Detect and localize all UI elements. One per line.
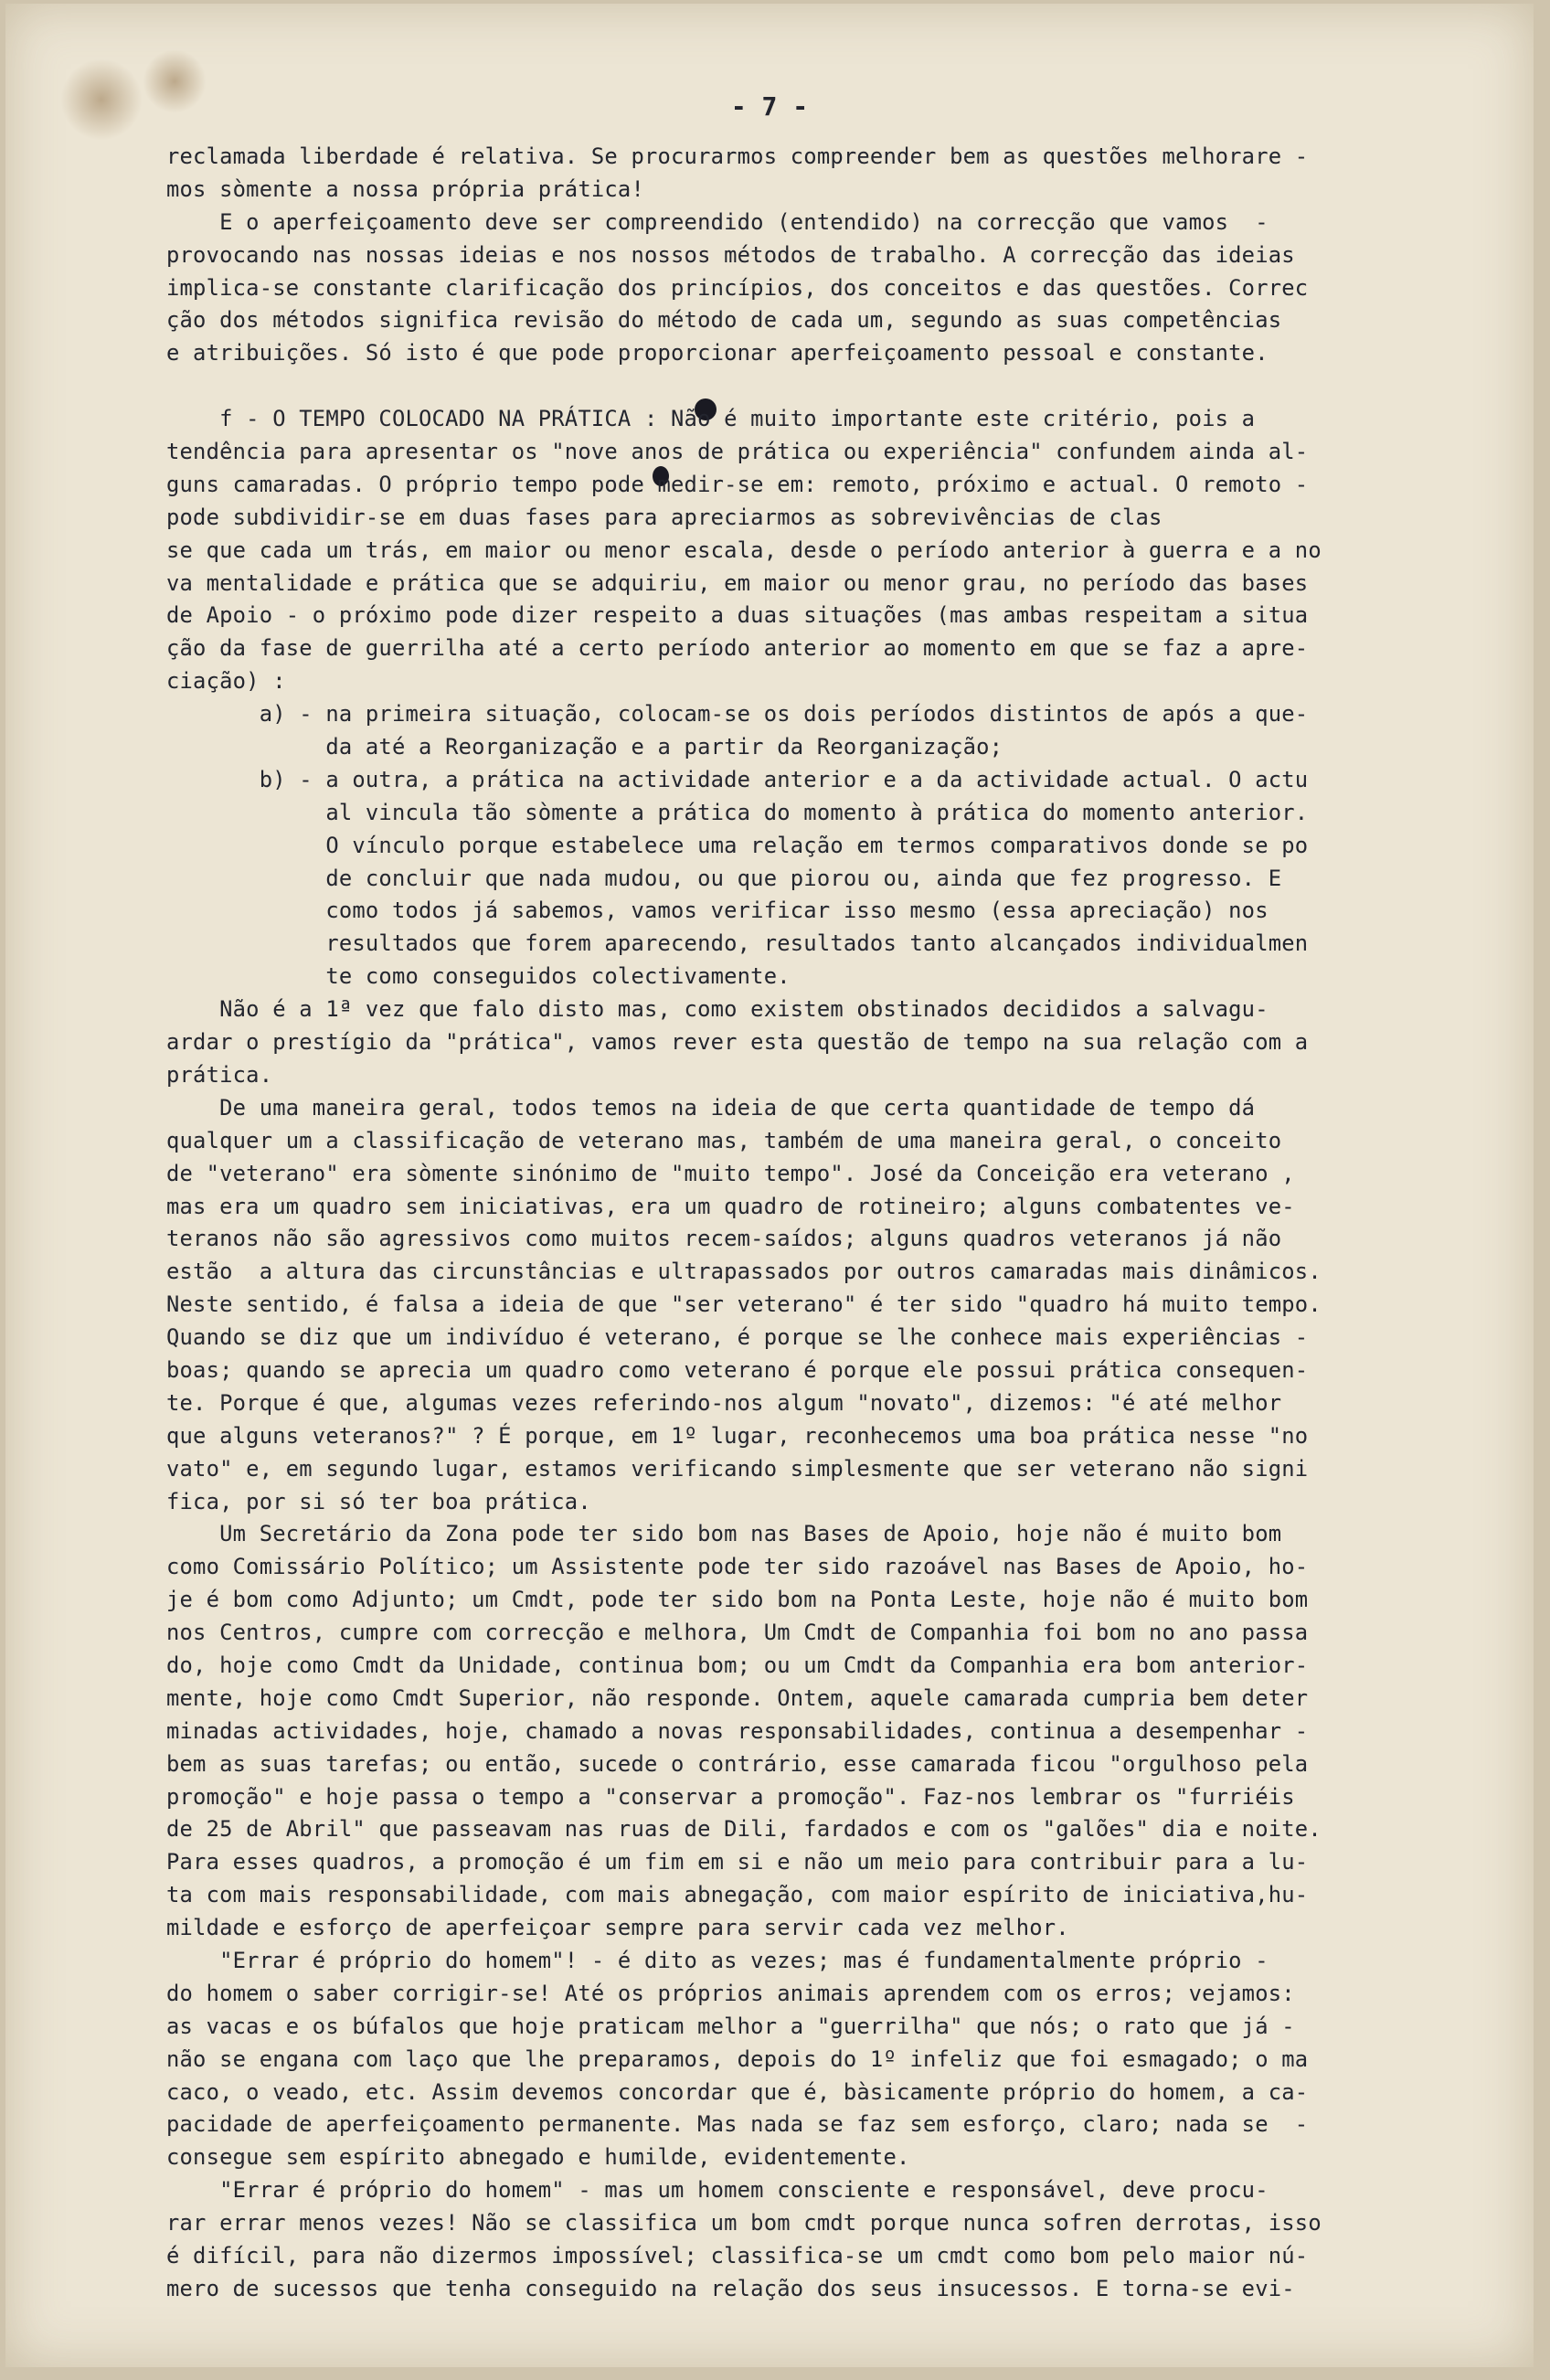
page-number: - 7 - bbox=[730, 91, 809, 122]
text-line: as vacas e os búfalos que hoje praticam melhor a "guerrilha" que nós; o rato que já - bbox=[166, 2013, 1295, 2039]
text-line: de concluir que nada mudou, ou que piorou ou, ainda que fez progresso. E bbox=[166, 865, 1282, 891]
text-line: mildade e esforço de aperfeiçoar sempre para servir cada vez melhor. bbox=[166, 1915, 1069, 1941]
text-line: do, hoje como Cmdt da Unidade, continua bom; ou um Cmdt da Companhia era bom anterior- bbox=[166, 1652, 1309, 1678]
document-body bbox=[166, 141, 1482, 2306]
text-line: te. Porque é que, algumas vezes referindo-nos algum "novato", dizemos: "é até melhor bbox=[166, 1389, 1282, 1416]
text-line: de "veterano" era sòmente sinónimo de "muito tempo". José da Conceição era veterano , bbox=[166, 1160, 1295, 1186]
text-line: implica-se constante clarificação dos princípios, dos conceitos e das questões. Correc bbox=[166, 274, 1309, 301]
text-line: ciação) : bbox=[166, 668, 286, 695]
text-line: caco, o veado, etc. Assim devemos concordar que é, bàsicamente próprio do homem, a ca- bbox=[166, 2078, 1309, 2105]
text-line: teranos não são agressivos como muitos recem-saídos; alguns quadros veteranos já não bbox=[166, 1226, 1282, 1252]
text-line: f - O TEMPO COLOCADO NA PRÁTICA : Não é muito importante este critério, pois a bbox=[166, 406, 1256, 432]
text-line: bem as suas tarefas; ou então, sucede o contrário, esse camarada ficou "orgulhoso pela bbox=[166, 1750, 1309, 1777]
text-line: e atribuições. Só isto é que pode proporcionar aperfeiçoamento pessoal e constante. bbox=[166, 340, 1269, 367]
text-line: reclamada liberdade é relativa. Se procurarmos compreender bem as questões melhorare - bbox=[166, 143, 1309, 169]
text-line: promoção" e hoje passa o tempo a "conservar a promoção". Faz-nos lembrar os "furriéis bbox=[166, 1783, 1295, 1810]
text-line: que alguns veteranos?" ? É porque, em 1º lugar, reconhecemos uma boa prática nesse "no bbox=[166, 1422, 1309, 1449]
text-line: não se engana com laço que lhe preparamos, depois do 1º infeliz que foi esmagado; o ma bbox=[166, 2045, 1309, 2072]
text-line: qualquer um a classificação de veterano mas, também de uma maneira geral, o conceito bbox=[166, 1127, 1282, 1153]
text-line: como Comissário Político; um Assistente pode ter sido razoável nas Bases de Apoio, ho- bbox=[166, 1554, 1309, 1580]
text-line: mos sòmente a nossa própria prática! bbox=[166, 175, 644, 202]
text-line: Não é a 1ª vez que falo disto mas, como existem obstinados decididos a salvagu- bbox=[166, 996, 1269, 1023]
text-line: De uma maneira geral, todos temos na ideia de que certa quantidade de tempo dá bbox=[166, 1094, 1256, 1121]
text-line: O vínculo porque estabelece uma relação em termos comparativos donde se po bbox=[166, 832, 1309, 858]
text-line: é difícil, para não dizermos impossível; classifica-se um cmdt como bom pelo maior nú- bbox=[166, 2243, 1309, 2268]
text-line: pacidade de aperfeiçoamento permanente. Mas nada se faz sem esforço, claro; nada se - bbox=[166, 2111, 1309, 2138]
text-line: consegue sem espírito abnegado e humilde, evidentemente. bbox=[166, 2144, 910, 2171]
text-line: se que cada um trás, em maior ou menor escala, desde o período anterior à guerra e a no bbox=[166, 537, 1322, 563]
text-line: ção da fase de guerrilha até a certo período anterior ao momento em que se faz a apre- bbox=[166, 635, 1309, 662]
text-line: rar errar menos vezes! Não se classifica um bom cmdt porque nunca sofren derrotas, isso bbox=[166, 2210, 1322, 2237]
text-line: de Apoio - o próximo pode dizer respeito a duas situações (mas ambas respeitam a situa bbox=[166, 602, 1309, 629]
text-line: Quando se diz que um indivíduo é veterano, é porque se lhe conhece mais experiências - bbox=[166, 1324, 1309, 1351]
text-line: ta com mais responsabilidade, com mais abnegação, com maior espírito de iniciativa,hu- bbox=[166, 1882, 1309, 1908]
text-line: ção dos métodos significa revisão do método de cada um, segundo as suas competências bbox=[166, 307, 1282, 334]
text-line: Um Secretário da Zona pode ter sido bom nas Bases de Apoio, hoje não é muito bom bbox=[166, 1521, 1282, 1547]
text-line: como todos já sabemos, vamos verificar isso mesmo (essa apreciação) nos bbox=[166, 898, 1269, 924]
text-line: "Errar é próprio do homem" - mas um homem consciente e responsável, deve procu- bbox=[166, 2177, 1269, 2204]
text-line: mente, hoje como Cmdt Superior, não responde. Ontem, aquele camarada cumpria bem deter bbox=[166, 1684, 1309, 1711]
text-line: al vincula tão sòmente a prática do momento à prática do momento anterior. bbox=[166, 799, 1309, 825]
text-line: a) - na primeira situação, colocam-se os dois períodos distintos de após a que- bbox=[166, 701, 1309, 728]
text-line: b) - a outra, a prática na actividade anterior e a da actividade actual. O actu bbox=[166, 766, 1309, 792]
text-line: boas; quando se aprecia um quadro como veterano é porque ele possui prática consequen- bbox=[166, 1356, 1309, 1383]
text-line: E o aperfeiçoamento deve ser compreendido (entendido) na correcção que vamos - bbox=[166, 208, 1269, 235]
text-line: va mentalidade e prática que se adquiriu, em maior ou menor grau, no período das bases bbox=[166, 569, 1309, 596]
text-line: minadas actividades, hoje, chamado a novas responsabilidades, continua a desempenhar - bbox=[166, 1717, 1309, 1744]
text-line: prática. bbox=[166, 1061, 273, 1088]
text-line: tendência para apresentar os "nove anos de prática ou experiência" confundem ainda al- bbox=[166, 439, 1309, 465]
text-line: pode subdividir-se em duas fases para apreciarmos as sobrevivências de clas bbox=[166, 504, 1162, 530]
text-line: guns camaradas. O próprio tempo pode medir-se em: remoto, próximo e actual. O remoto - bbox=[166, 471, 1309, 497]
text-line: Para esses quadros, a promoção é um fim em si e não um meio para contribuir para a lu- bbox=[166, 1849, 1309, 1875]
text-line: ardar o prestígio da "prática", vamos rever esta questão de tempo na sua relação com a bbox=[166, 1029, 1309, 1056]
text-line: fica, por si só ter boa prática. bbox=[166, 1488, 591, 1514]
text-line: vato" e, em segundo lugar, estamos verificando simplesmente que ser veterano não signi bbox=[166, 1455, 1309, 1482]
text-line: Neste sentido, é falsa a ideia de que "ser veterano" é ter sido "quadro há muito tempo. bbox=[166, 1291, 1322, 1318]
text-line: resultados que forem aparecendo, resultados tanto alcançados individualmen bbox=[166, 930, 1309, 957]
text-line: estão a altura das circunstâncias e ultrapassados por outros camaradas mais dinâmicos. bbox=[166, 1259, 1322, 1285]
text-line: je é bom como Adjunto; um Cmdt, pode ter sido bom na Ponta Leste, hoje não é muito bom bbox=[166, 1587, 1309, 1613]
text-line: te como conseguidos colectivamente. bbox=[166, 963, 791, 990]
text-line: do homem o saber corrigir-se! Até os próprios animais aprendem com os erros; vejamos: bbox=[166, 1980, 1295, 2006]
text-line: de 25 de Abril" que passeavam nas ruas de Dili, fardados e com os "galões" dia e noite. bbox=[166, 1816, 1322, 1843]
document-page bbox=[5, 4, 1534, 2367]
text-line: da até a Reorganização e a partir da Reorganização; bbox=[166, 734, 1003, 760]
text-line: mero de sucessos que tenha conseguido na relação dos seus insucessos. E torna-se evi- bbox=[166, 2275, 1295, 2301]
text-line: nos Centros, cumpre com correcção e melhora, Um Cmdt de Companhia foi bom no ano passa bbox=[166, 1620, 1309, 1646]
text-line: provocando nas nossas ideias e nos nossos métodos de trabalho. A correcção das ideias bbox=[166, 241, 1295, 268]
text-line: mas era um quadro sem iniciativas, era um quadro de rotineiro; alguns combatentes ve- bbox=[166, 1193, 1295, 1219]
text-line: "Errar é próprio do homem"! - é dito as vezes; mas é fundamentalmente próprio - bbox=[166, 1947, 1269, 1973]
text-line bbox=[166, 370, 1482, 403]
